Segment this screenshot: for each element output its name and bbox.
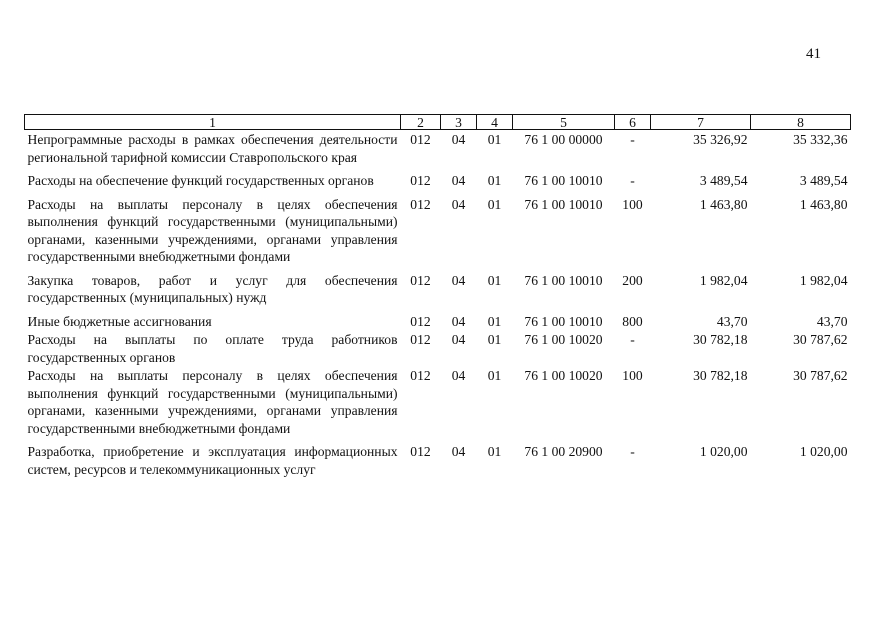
amount-col7: 1 982,04 xyxy=(699,272,748,288)
expense-type-code: 800 xyxy=(622,313,643,329)
header-cell: 4 xyxy=(477,115,513,130)
expense-name: Иные бюджетные ассигнования xyxy=(27,313,212,329)
amount-col7: 35 326,92 xyxy=(693,132,748,147)
subsection-code: 01 xyxy=(487,132,502,147)
amount-col8: 43,70 xyxy=(816,313,848,329)
subsection-code: 01 xyxy=(487,368,502,383)
section-code: 04 xyxy=(451,173,466,188)
header-row xyxy=(25,115,851,130)
target-article-code: 76 1 00 10010 xyxy=(524,196,603,212)
amount-col8: 1 020,00 xyxy=(799,444,848,459)
ministry-code: 012 xyxy=(410,272,431,288)
header-cell: 1 xyxy=(25,115,401,130)
section-code: 04 xyxy=(451,332,466,347)
target-article-code: 76 1 00 10010 xyxy=(524,272,603,288)
amount-col8: 1 463,80 xyxy=(799,196,848,212)
ministry-code: 012 xyxy=(410,368,431,383)
table-row xyxy=(25,271,851,312)
expense-type-code: - xyxy=(630,173,635,188)
amount-col7: 1 463,80 xyxy=(699,196,748,212)
section-code: 04 xyxy=(451,313,466,329)
amount-col7: 30 782,18 xyxy=(693,332,748,347)
target-article-code: 76 1 00 20900 xyxy=(524,444,603,459)
ministry-code: 012 xyxy=(410,173,431,188)
table-row xyxy=(25,195,851,271)
target-article-code: 76 1 00 10010 xyxy=(524,313,603,329)
amount-col8: 35 332,36 xyxy=(793,132,848,147)
section-code: 04 xyxy=(451,272,466,288)
subsection-code: 01 xyxy=(487,444,502,459)
expense-name: Непрограммные расходы в рамках обеспечения деятельности региональной тарифной комиссии Ставропольского края xyxy=(27,132,398,165)
header-cell: 2 xyxy=(401,115,441,130)
target-article-code: 76 1 00 10010 xyxy=(524,173,603,188)
header-cell: 5 xyxy=(513,115,615,130)
expense-type-code: 100 xyxy=(622,368,643,383)
table-row xyxy=(25,330,851,366)
amount-col8: 1 982,04 xyxy=(799,272,848,288)
expense-name: Расходы на выплаты персоналу в целях обеспечения выполнения функций государственными (муниципальными) органами, казенными учреждениями, органами управления государственными внебюджетными фондами xyxy=(27,196,398,264)
header-cell: 8 xyxy=(751,115,851,130)
target-article-code: 76 1 00 10020 xyxy=(524,368,603,383)
target-article-code: 76 1 00 00000 xyxy=(524,132,603,147)
expense-type-code: - xyxy=(630,332,635,347)
subsection-code: 01 xyxy=(487,272,502,288)
amount-col7: 43,70 xyxy=(716,313,748,329)
expense-name: Закупка товаров, работ и услуг для обеспечения государственных (муниципальных) нужд xyxy=(27,272,398,305)
amount-col8: 30 787,62 xyxy=(793,368,848,383)
section-code: 04 xyxy=(451,132,466,147)
table-row xyxy=(25,312,851,331)
table-row xyxy=(25,130,851,172)
expense-name: Расходы на обеспечение функций государственных органов xyxy=(27,173,374,188)
subsection-code: 01 xyxy=(487,196,502,212)
section-code: 04 xyxy=(451,196,466,212)
expense-name: Расходы на выплаты персоналу в целях обеспечения выполнения функций государственными (муниципальными) органами, казенными учреждениями, органами управления государственными внебюджетными фондами xyxy=(27,368,398,436)
table-row xyxy=(25,442,851,478)
amount-col7: 1 020,00 xyxy=(699,444,748,459)
table-row xyxy=(25,171,851,195)
budget-table xyxy=(24,114,851,478)
ministry-code: 012 xyxy=(410,196,431,212)
ministry-code: 012 xyxy=(410,132,431,147)
subsection-code: 01 xyxy=(487,173,502,188)
page-number: 41 xyxy=(806,46,821,62)
ministry-code: 012 xyxy=(410,313,431,329)
header-cell: 7 xyxy=(651,115,751,130)
subsection-code: 01 xyxy=(487,313,502,329)
header-cell: 6 xyxy=(615,115,651,130)
expense-name: Расходы на выплаты по оплате труда работников государственных органов xyxy=(27,332,398,365)
expense-type-code: - xyxy=(630,444,635,459)
expense-type-code: - xyxy=(630,132,635,147)
table-row xyxy=(25,366,851,442)
subsection-code: 01 xyxy=(487,332,502,347)
section-code: 04 xyxy=(451,368,466,383)
ministry-code: 012 xyxy=(410,444,431,459)
amount-col7: 30 782,18 xyxy=(693,368,748,383)
expense-name: Разработка, приобретение и эксплуатация информационных систем, ресурсов и телекоммуникационных услуг xyxy=(27,444,398,477)
expense-type-code: 100 xyxy=(622,196,643,212)
section-code: 04 xyxy=(451,444,466,459)
target-article-code: 76 1 00 10020 xyxy=(524,332,603,347)
amount-col8: 30 787,62 xyxy=(793,332,848,347)
expense-type-code: 200 xyxy=(622,272,643,288)
amount-col7: 3 489,54 xyxy=(699,173,748,188)
ministry-code: 012 xyxy=(410,332,431,347)
amount-col8: 3 489,54 xyxy=(799,173,848,188)
header-cell: 3 xyxy=(441,115,477,130)
